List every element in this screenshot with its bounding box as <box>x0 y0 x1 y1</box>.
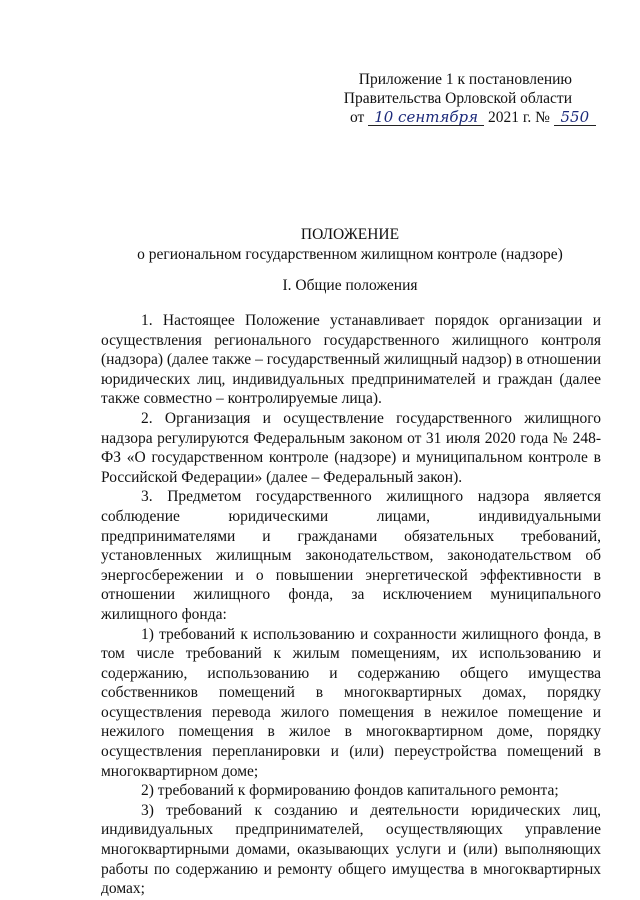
paragraph: 2. Организация и осуществление государственного жилищного надзора регулируются Федеральным законом от 31 июля 2020 года № 248-ФЗ «О государственном контроле (надзоре) и муниципальном контроле в Российской Федерации» (далее – Федеральный закон). <box>101 409 601 486</box>
from-label: от <box>350 109 365 126</box>
appendix-line-1: Приложение 1 к постановлению <box>358 71 572 88</box>
appendix-line-2: Правительства Орловской области <box>343 90 572 107</box>
year-number-label: 2021 г. № <box>487 109 550 126</box>
handwritten-date: 10 сентября <box>368 110 484 126</box>
appendix-date-line <box>332 108 590 127</box>
paragraph: 3) требований к созданию и деятельности юридических лиц, индивидуальных предпринимателей, осуществляющих управление многоквартирными домами, оказывающих услуги и (или) выполняющих работы по содержанию и ремонту общего имущества в многоквартирных домах; <box>101 801 601 898</box>
paragraph: 1) требований к использованию и сохранности жилищного фонда, в том числе требований к жилым помещениям, их использованию и содержанию, использованию и содержанию общего имущества собственников помещений в многоквартирных домах, порядку осуществления перевода жилого помещения в нежилое помещение и нежилого помещения в жилое в многоквартирном доме, порядку осуществления перепланировки и (или) переустройства помещений в многоквартирном доме; <box>101 625 601 780</box>
document-title-block <box>100 225 600 265</box>
document-title: ПОЛОЖЕНИЕ <box>300 226 400 243</box>
section-heading: I. Общие положения <box>282 277 418 294</box>
document-body <box>101 311 601 899</box>
document-subtitle: о региональном государственном жилищном контроле (надзоре) <box>137 246 563 263</box>
paragraph: 1. Настоящее Положение устанавливает порядок организации и осуществления регионального государственного жилищного контроля (надзора) (далее также – государственный жилищный надзор) в отношении юридических лиц, индивидуальных предпринимателей и граждан (далее также совместно – контролируемые лица). <box>101 312 601 408</box>
handwritten-number: 550 <box>554 110 596 126</box>
paragraph: 3. Предметом государственного жилищного надзора является соблюдение юридическими лицами, индивидуальными предпринимателями и гражданами обязательных требований, установленных жилищным законодательством, законодательством об энергосбережении и о повышении энергетической эффективности в отношении жилищного фонда, за исключением муниципального жилищного фонда: <box>101 488 601 623</box>
paragraph: 2) требований к формированию фондов капитального ремонта; <box>141 782 559 800</box>
appendix-block <box>332 70 590 127</box>
